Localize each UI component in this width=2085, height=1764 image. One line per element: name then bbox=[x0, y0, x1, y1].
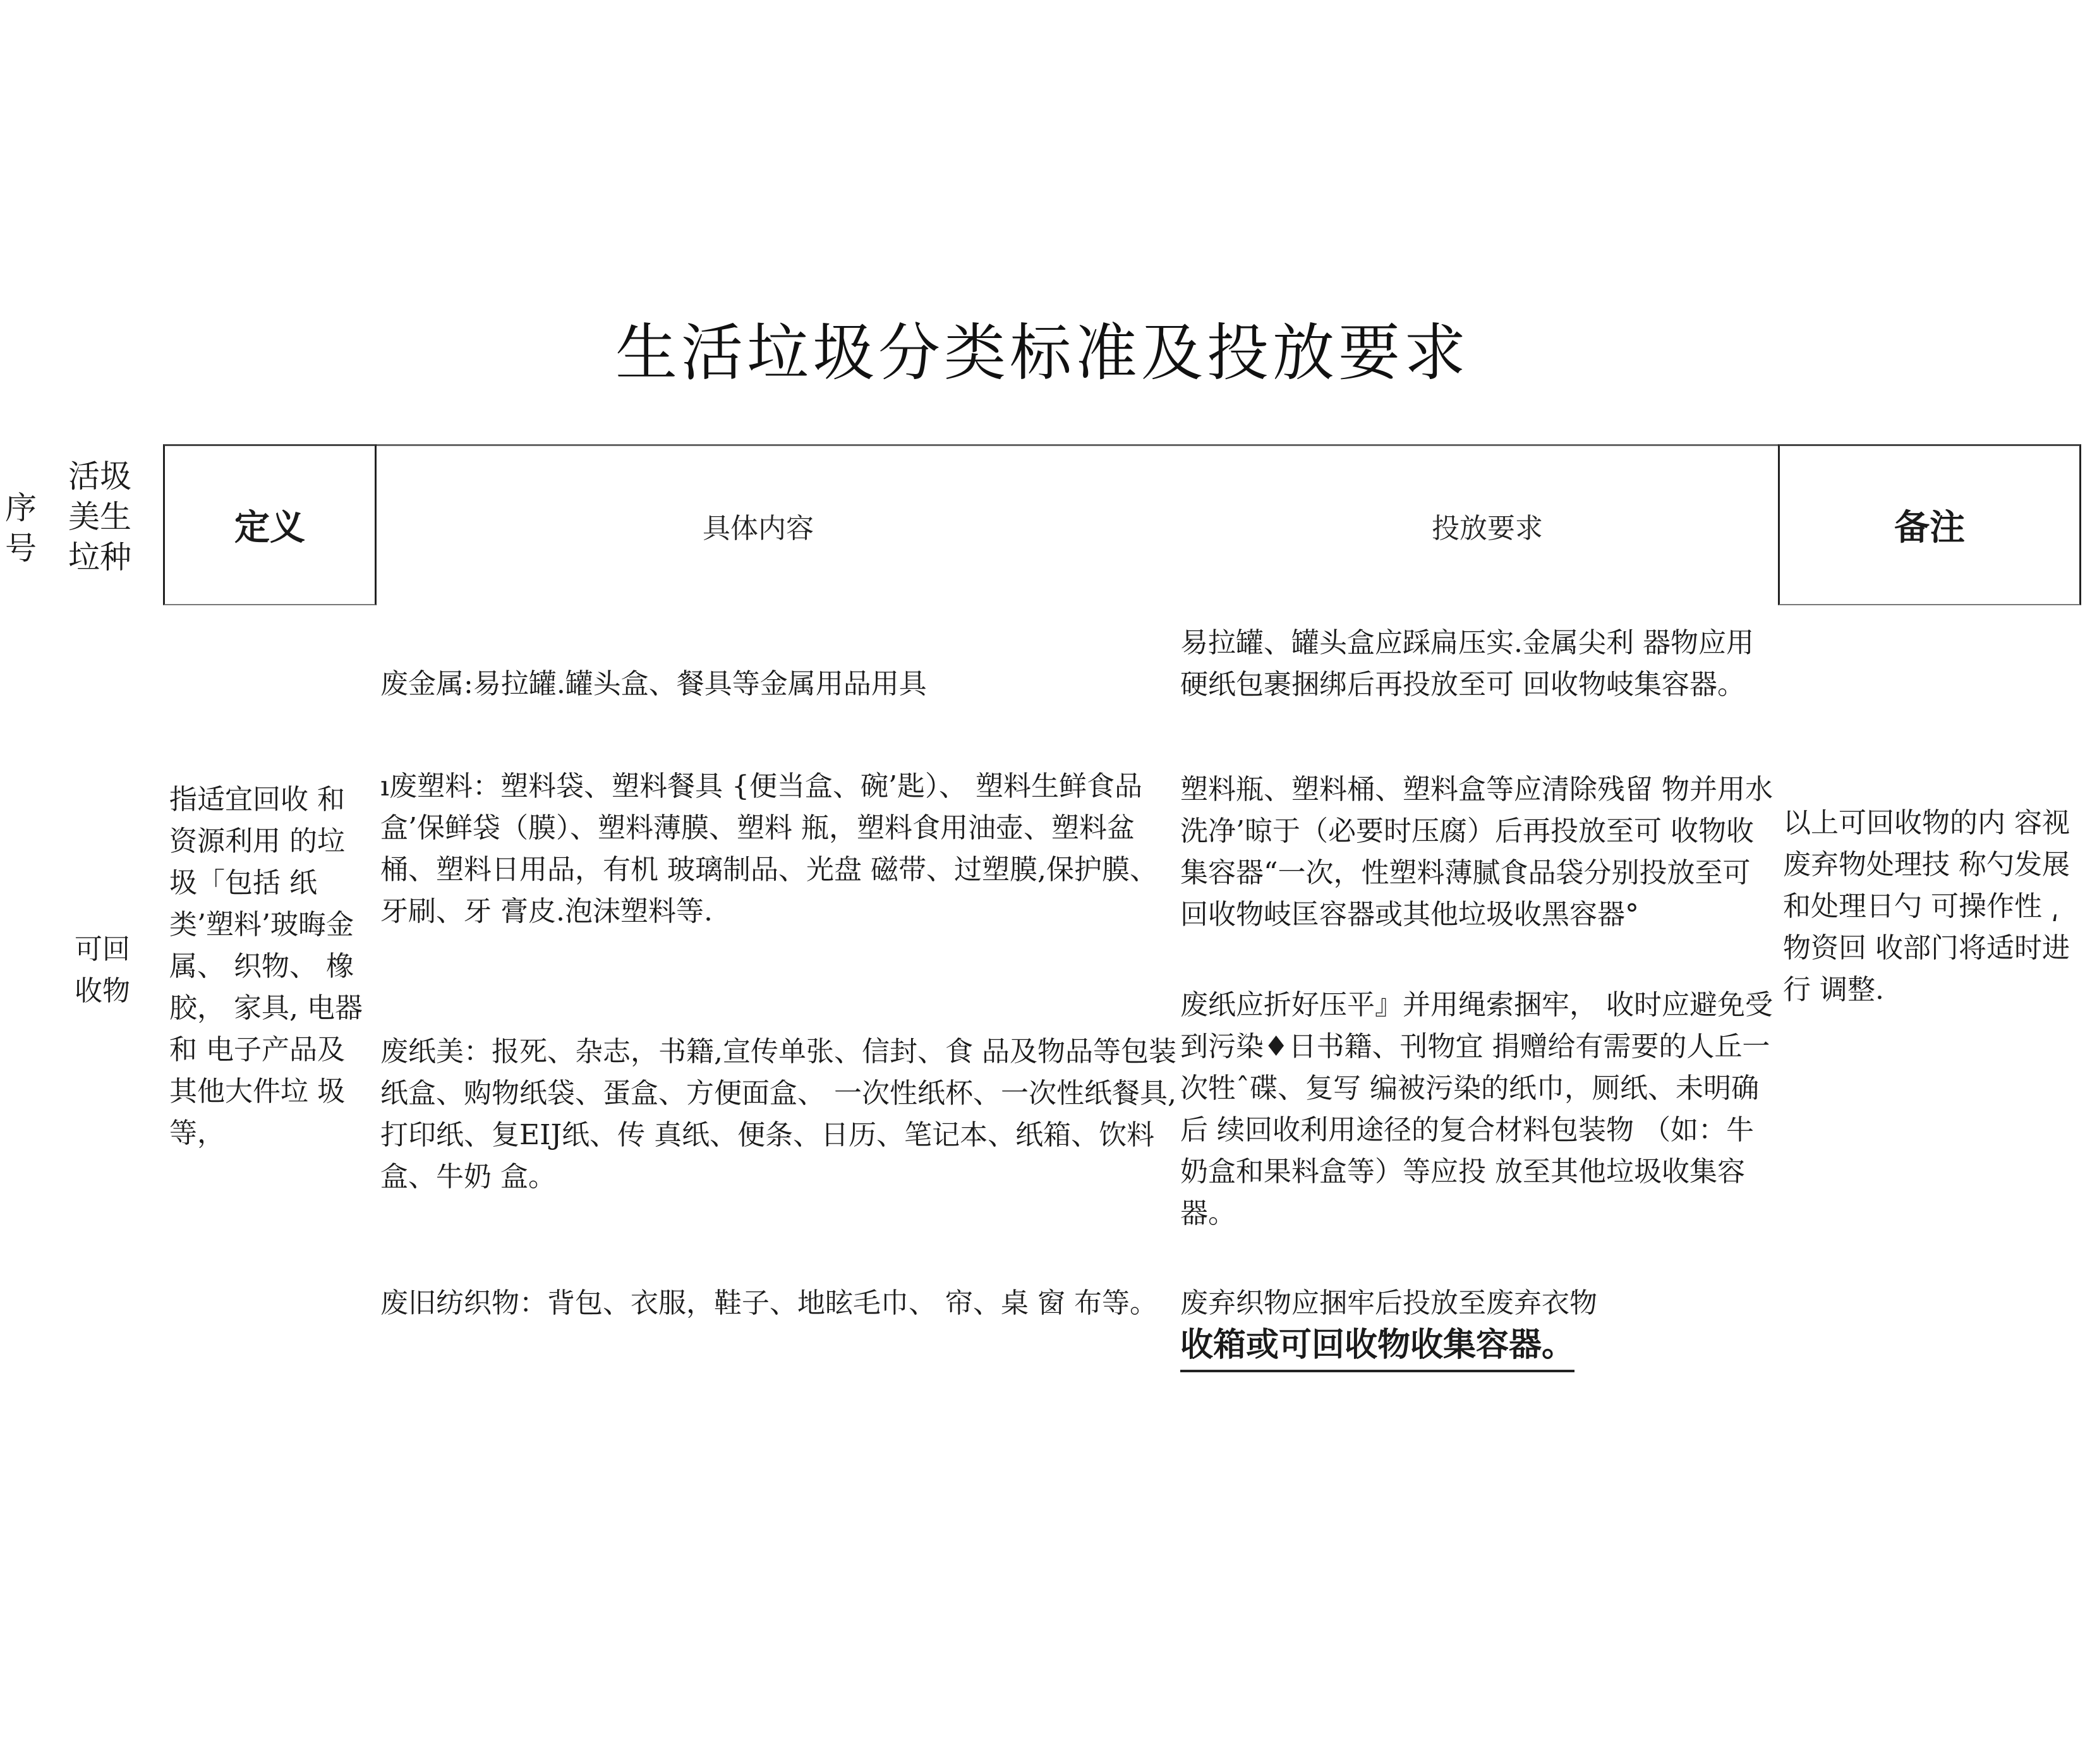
header-content: 具体内容 bbox=[703, 512, 814, 545]
row-note: 以上可回收物的内 容视废弃物处理技 称勺发展和处理日勺 可操作性 ͵物资回 收部门将适时进行 调整. bbox=[1783, 807, 2070, 1006]
header-serial: 序 号 bbox=[5, 490, 37, 567]
header-definition: 定义 bbox=[163, 444, 377, 605]
page-title: 生活垃圾分类标准及投放要求 bbox=[615, 317, 1470, 389]
requirement-paper: 废纸应折好压平』并用绳索捆牢， 收时应避免受到污染♦日书籍、刊物宜 捐赠给有需要的人丘一次牲ˆ碟、复写 编被污染的纸巾，厕纸、未明确后 续回收利用途径的复合材料包装物 （如：牛奶盒和果料盒等）等应投 放至其他垃圾收集容器。 bbox=[1180, 989, 1773, 1229]
header-divider bbox=[377, 444, 1778, 446]
content-paper: 废纸美：报死、杂志，书籍,宣传单张、信封、食 品及物品等包装纸盒、购物纸袋、蛋盒、方便面盒、 一次性纸杯、一次性纸餐具,打印纸、复EIJ纸、传 真纸、便条、日历、笔记本、纸箱、饮料盒、牛奶 盒。 bbox=[380, 1036, 1176, 1193]
row-category: 可回 收物 bbox=[75, 933, 130, 1007]
header-waste-type: 活圾美生垃种 bbox=[68, 458, 131, 576]
content-metal: 废金属:易拉罐.罐头盒、餐具等金属用品用具 bbox=[380, 668, 927, 700]
row-definition: 指适宜回收 和资源利用 的垃圾「包括 纸类’塑料’玻晦金属、 织物、 橡胶， 家具, 电器和 电子产品及 其他大件垃 圾等， bbox=[169, 783, 363, 1149]
requirement-plastic: 塑料瓶、塑料桶、塑料盒等应清除残留 物并用水洗净’晾于（必要时压腐）后再投放至可 收物收集容器“一次，性塑料薄腻食品袋分别投放至可 回收物岐匡容器或其他垃圾收黑容器° bbox=[1180, 773, 1773, 931]
requirement-textile-line1: 废弃织物应捆牢后投放至废弃衣物 bbox=[1180, 1287, 1597, 1319]
header-note: 备注 bbox=[1778, 444, 2081, 605]
content-plastic: ı废塑料：塑料袋、塑料餐具 {便当盒、碗’匙）、 塑料生鲜食品盒’保鲜袋（膜）、塑料薄膜、塑料 瓶，塑料食用油壶、塑料盆桶、塑料日用品，有机 玻璃制品、光盘 磁带、过塑膜,保护膜、牙刷、牙 膏皮.泡沫塑料等. bbox=[380, 770, 1157, 927]
content-textile: 废旧纺织物：背包、衣服，鞋子、地眩毛巾、 帘、桌 窗 布等。 bbox=[380, 1287, 1157, 1319]
requirement-metal: 易拉罐、罐头盒应踩扁压实.金属尖利 器物应用硬纸包裹捆绑后再投放至可 回收物岐集容器。 bbox=[1180, 627, 1754, 701]
header-requirement: 投放要求 bbox=[1432, 512, 1543, 545]
requirement-textile-line2: 收箱或可回收物收集容器。 bbox=[1180, 1324, 1574, 1372]
requirement-textile bbox=[1180, 1283, 1774, 1372]
